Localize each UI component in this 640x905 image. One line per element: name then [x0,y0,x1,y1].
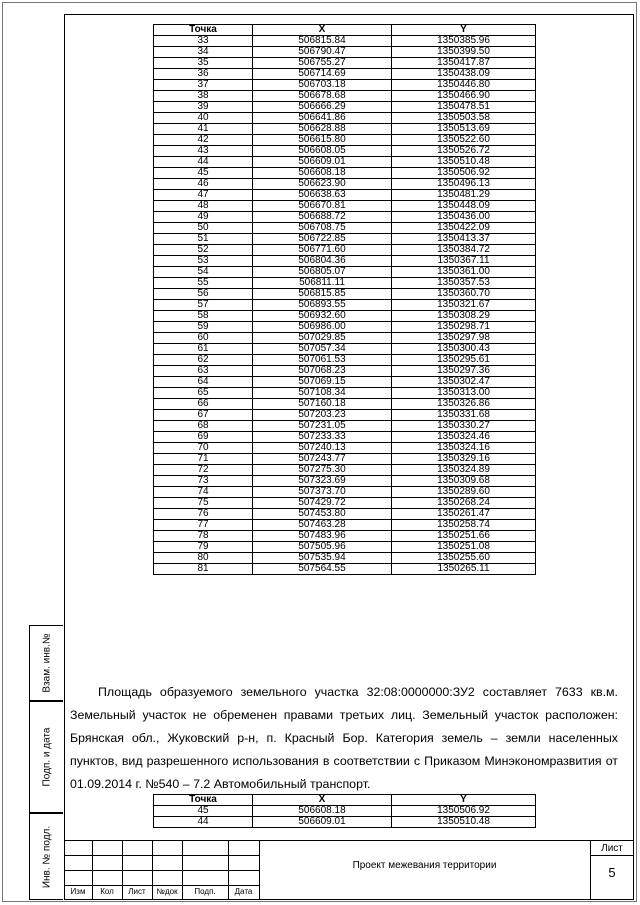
point-cell: 44 [154,157,253,168]
table-row [154,564,536,575]
side-label-replacement-inv [29,625,63,701]
table-row [154,509,536,520]
y-cell: 1350324.46 [392,432,536,443]
point-cell: 33 [154,36,253,47]
point-cell: 57 [154,300,253,311]
column-header-x: X [253,795,392,806]
x-cell: 507108.34 [253,388,392,399]
y-cell: 1350298.71 [392,322,536,333]
y-cell: 1350438.09 [392,69,536,80]
x-cell: 506638.63 [253,190,392,201]
point-cell: 73 [154,476,253,487]
x-cell: 506703.18 [253,80,392,91]
table-row [154,432,536,443]
column-header-x: X [253,25,392,36]
table-row [154,465,536,476]
table-row [154,223,536,234]
table-row [154,454,536,465]
x-cell: 506609.01 [253,157,392,168]
project-title: Проект межевания территории [352,860,497,871]
table-row [154,300,536,311]
x-cell: 506608.18 [253,806,392,817]
y-cell: 1350481.29 [392,190,536,201]
table-row [154,69,536,80]
x-cell: 506708.75 [253,223,392,234]
side-label-text: Инв. № подл. [41,825,52,888]
table-row [154,333,536,344]
point-cell: 54 [154,267,253,278]
y-cell: 1350324.89 [392,465,536,476]
table-row [154,421,536,432]
point-cell: 62 [154,355,253,366]
side-label-text: Взам. инв.№ [41,633,52,693]
y-cell: 1350289.60 [392,487,536,498]
point-cell: 72 [154,465,253,476]
table-row [154,476,536,487]
y-cell: 1350297.98 [392,333,536,344]
y-cell: 1350448.09 [392,201,536,212]
table-header-row [154,25,536,36]
y-cell: 1350413.37 [392,234,536,245]
point-cell: 35 [154,58,253,69]
table-row [154,377,536,388]
table-row [154,311,536,322]
table-row [154,212,536,223]
y-cell: 1350330.27 [392,421,536,432]
point-cell: 45 [154,806,253,817]
x-cell: 507505.96 [253,542,392,553]
stamp-label-count: Кол [100,887,114,896]
point-cell: 40 [154,113,253,124]
y-cell: 1350268.24 [392,498,536,509]
x-cell: 507160.18 [253,399,392,410]
parcel-description [70,681,618,796]
point-cell: 70 [154,443,253,454]
point-cell: 64 [154,377,253,388]
x-cell: 507463.28 [253,520,392,531]
side-label-signature-date [29,701,63,813]
y-cell: 1350360.70 [392,289,536,300]
point-cell: 51 [154,234,253,245]
y-cell: 1350321.67 [392,300,536,311]
y-cell: 1350510.48 [392,157,536,168]
point-cell: 77 [154,520,253,531]
x-cell: 507057.34 [253,344,392,355]
table-header-row [154,795,536,806]
y-cell: 1350357.53 [392,278,536,289]
table-row [154,267,536,278]
table-row [154,168,536,179]
x-cell: 506815.85 [253,289,392,300]
y-cell: 1350513.69 [392,124,536,135]
table-row [154,322,536,333]
table-row [154,520,536,531]
x-cell: 506811.11 [253,278,392,289]
y-cell: 1350265.11 [392,564,536,575]
table-row [154,190,536,201]
table-row [154,344,536,355]
table-row [154,36,536,47]
y-cell: 1350324.16 [392,443,536,454]
y-cell: 1350446.80 [392,80,536,91]
point-cell: 41 [154,124,253,135]
y-cell: 1350300.43 [392,344,536,355]
stamp-label-signature: Подп. [194,887,216,896]
x-cell: 506615.80 [253,135,392,146]
x-cell: 507373.70 [253,487,392,498]
point-cell: 60 [154,333,253,344]
y-cell: 1350331.68 [392,410,536,421]
y-cell: 1350313.00 [392,388,536,399]
point-cell: 47 [154,190,253,201]
table-row [154,179,536,190]
y-cell: 1350422.09 [392,223,536,234]
table-row [154,245,536,256]
y-cell: 1350329.16 [392,454,536,465]
stamp-label-sheet: Лист [128,887,146,896]
point-cell: 44 [154,817,253,828]
y-cell: 1350510.48 [392,817,536,828]
point-cell: 49 [154,212,253,223]
table-row [154,410,536,421]
point-cell: 76 [154,509,253,520]
table-row [154,498,536,509]
table-row [154,146,536,157]
x-cell: 506688.72 [253,212,392,223]
column-header-y: Y [392,795,536,806]
title-block [64,840,634,900]
y-cell: 1350417.87 [392,58,536,69]
y-cell: 1350308.29 [392,311,536,322]
y-cell: 1350385.96 [392,36,536,47]
y-cell: 1350506.92 [392,806,536,817]
y-cell: 1350399.50 [392,47,536,58]
column-header-point: Точка [154,795,253,806]
y-cell: 1350466.90 [392,91,536,102]
table-row [154,113,536,124]
stamp-label-doc-number: №док [156,887,178,896]
x-cell: 506678.68 [253,91,392,102]
y-cell: 1350326.86 [392,399,536,410]
table-row [154,531,536,542]
x-cell: 506893.55 [253,300,392,311]
column-header-y: Y [392,25,536,36]
x-cell: 506608.05 [253,146,392,157]
stamp-label-date: Дата [234,887,253,896]
y-cell: 1350309.68 [392,476,536,487]
point-cell: 65 [154,388,253,399]
point-cell: 59 [154,322,253,333]
x-cell: 506932.60 [253,311,392,322]
table-row [154,91,536,102]
x-cell: 507203.23 [253,410,392,421]
side-label-original-inv [29,813,63,900]
point-cell: 50 [154,223,253,234]
x-cell: 507453.80 [253,509,392,520]
y-cell: 1350478.51 [392,102,536,113]
point-cell: 56 [154,289,253,300]
table-row [154,47,536,58]
boundary-points-table [153,794,536,828]
x-cell: 507240.13 [253,443,392,454]
x-cell: 507061.53 [253,355,392,366]
y-cell: 1350506.92 [392,168,536,179]
y-cell: 1350261.47 [392,509,536,520]
x-cell: 506755.27 [253,58,392,69]
sheet-label: Лист [601,843,623,854]
x-cell: 507564.55 [253,564,392,575]
table-row [154,399,536,410]
point-cell: 58 [154,311,253,322]
y-cell: 1350302.47 [392,377,536,388]
y-cell: 1350297.36 [392,366,536,377]
y-cell: 1350361.00 [392,267,536,278]
point-cell: 71 [154,454,253,465]
table-row [154,553,536,564]
table-row [154,157,536,168]
table-row [154,135,536,146]
point-cell: 53 [154,256,253,267]
x-cell: 506670.81 [253,201,392,212]
x-cell: 507275.30 [253,465,392,476]
x-cell: 506623.90 [253,179,392,190]
x-cell: 507429.72 [253,498,392,509]
table-row [154,278,536,289]
x-cell: 506986.00 [253,322,392,333]
parcel-description-text: Площадь образуемого земельного участка 32:08:0000000:ЗУ2 составляет 7633 кв.м. Земельный участок не обременен правами третьих лиц. Земельный участок расположен: Брянская обл., Жуковский р-н, п. Красный Бор. Категория земель – земли населенных пунктов, вид разрешенного использования в соответствии с Приказом Минэкономразвития от 01.09.2014 г. №540 – 7.2 Автомобильный транспорт. [70,685,618,791]
point-cell: 78 [154,531,253,542]
table-row [154,817,536,828]
y-cell: 1350526.72 [392,146,536,157]
table-row [154,80,536,91]
point-cell: 68 [154,421,253,432]
point-cell: 80 [154,553,253,564]
y-cell: 1350295.61 [392,355,536,366]
point-cell: 34 [154,47,253,58]
column-header-point: Точка [154,25,253,36]
x-cell: 507068.23 [253,366,392,377]
y-cell: 1350367.11 [392,256,536,267]
table-row [154,388,536,399]
y-cell: 1350522.60 [392,135,536,146]
y-cell: 1350255.60 [392,553,536,564]
y-cell: 1350258.74 [392,520,536,531]
point-cell: 39 [154,102,253,113]
x-cell: 506628.88 [253,124,392,135]
x-cell: 507483.96 [253,531,392,542]
table-row [154,366,536,377]
table-row [154,289,536,300]
x-cell: 506804.36 [253,256,392,267]
sheet-number: 5 [608,865,616,880]
table-row [154,234,536,245]
x-cell: 507029.85 [253,333,392,344]
y-cell: 1350251.66 [392,531,536,542]
x-cell: 506722.85 [253,234,392,245]
table-row [154,806,536,817]
y-cell: 1350436.00 [392,212,536,223]
point-cell: 37 [154,80,253,91]
point-cell: 63 [154,366,253,377]
x-cell: 506641.86 [253,113,392,124]
point-cell: 81 [154,564,253,575]
y-cell: 1350384.72 [392,245,536,256]
point-cell: 52 [154,245,253,256]
x-cell: 507243.77 [253,454,392,465]
x-cell: 506609.01 [253,817,392,828]
x-cell: 506815.84 [253,36,392,47]
x-cell: 506805.07 [253,267,392,278]
table-row [154,124,536,135]
table-row [154,58,536,69]
x-cell: 506771.60 [253,245,392,256]
side-label-text: Подп. и дата [41,727,52,787]
x-cell: 506666.29 [253,102,392,113]
point-cell: 46 [154,179,253,190]
table-row [154,542,536,553]
point-cell: 74 [154,487,253,498]
point-cell: 38 [154,91,253,102]
x-cell: 506714.69 [253,69,392,80]
x-cell: 506608.18 [253,168,392,179]
x-cell: 507535.94 [253,553,392,564]
point-cell: 79 [154,542,253,553]
point-cell: 36 [154,69,253,80]
table-row [154,256,536,267]
y-cell: 1350251.08 [392,542,536,553]
x-cell: 507323.69 [253,476,392,487]
point-cell: 66 [154,399,253,410]
point-cell: 45 [154,168,253,179]
table-row [154,102,536,113]
x-cell: 507231.05 [253,421,392,432]
x-cell: 507233.33 [253,432,392,443]
table-row [154,443,536,454]
stamp-label-change: Изм [70,887,86,896]
coordinates-table [153,24,536,575]
point-cell: 75 [154,498,253,509]
x-cell: 506790.47 [253,47,392,58]
table-row [154,355,536,366]
y-cell: 1350496.13 [392,179,536,190]
point-cell: 61 [154,344,253,355]
y-cell: 1350503.58 [392,113,536,124]
table-row [154,201,536,212]
point-cell: 43 [154,146,253,157]
point-cell: 48 [154,201,253,212]
x-cell: 507069.15 [253,377,392,388]
point-cell: 55 [154,278,253,289]
point-cell: 42 [154,135,253,146]
table-row [154,487,536,498]
point-cell: 67 [154,410,253,421]
point-cell: 69 [154,432,253,443]
